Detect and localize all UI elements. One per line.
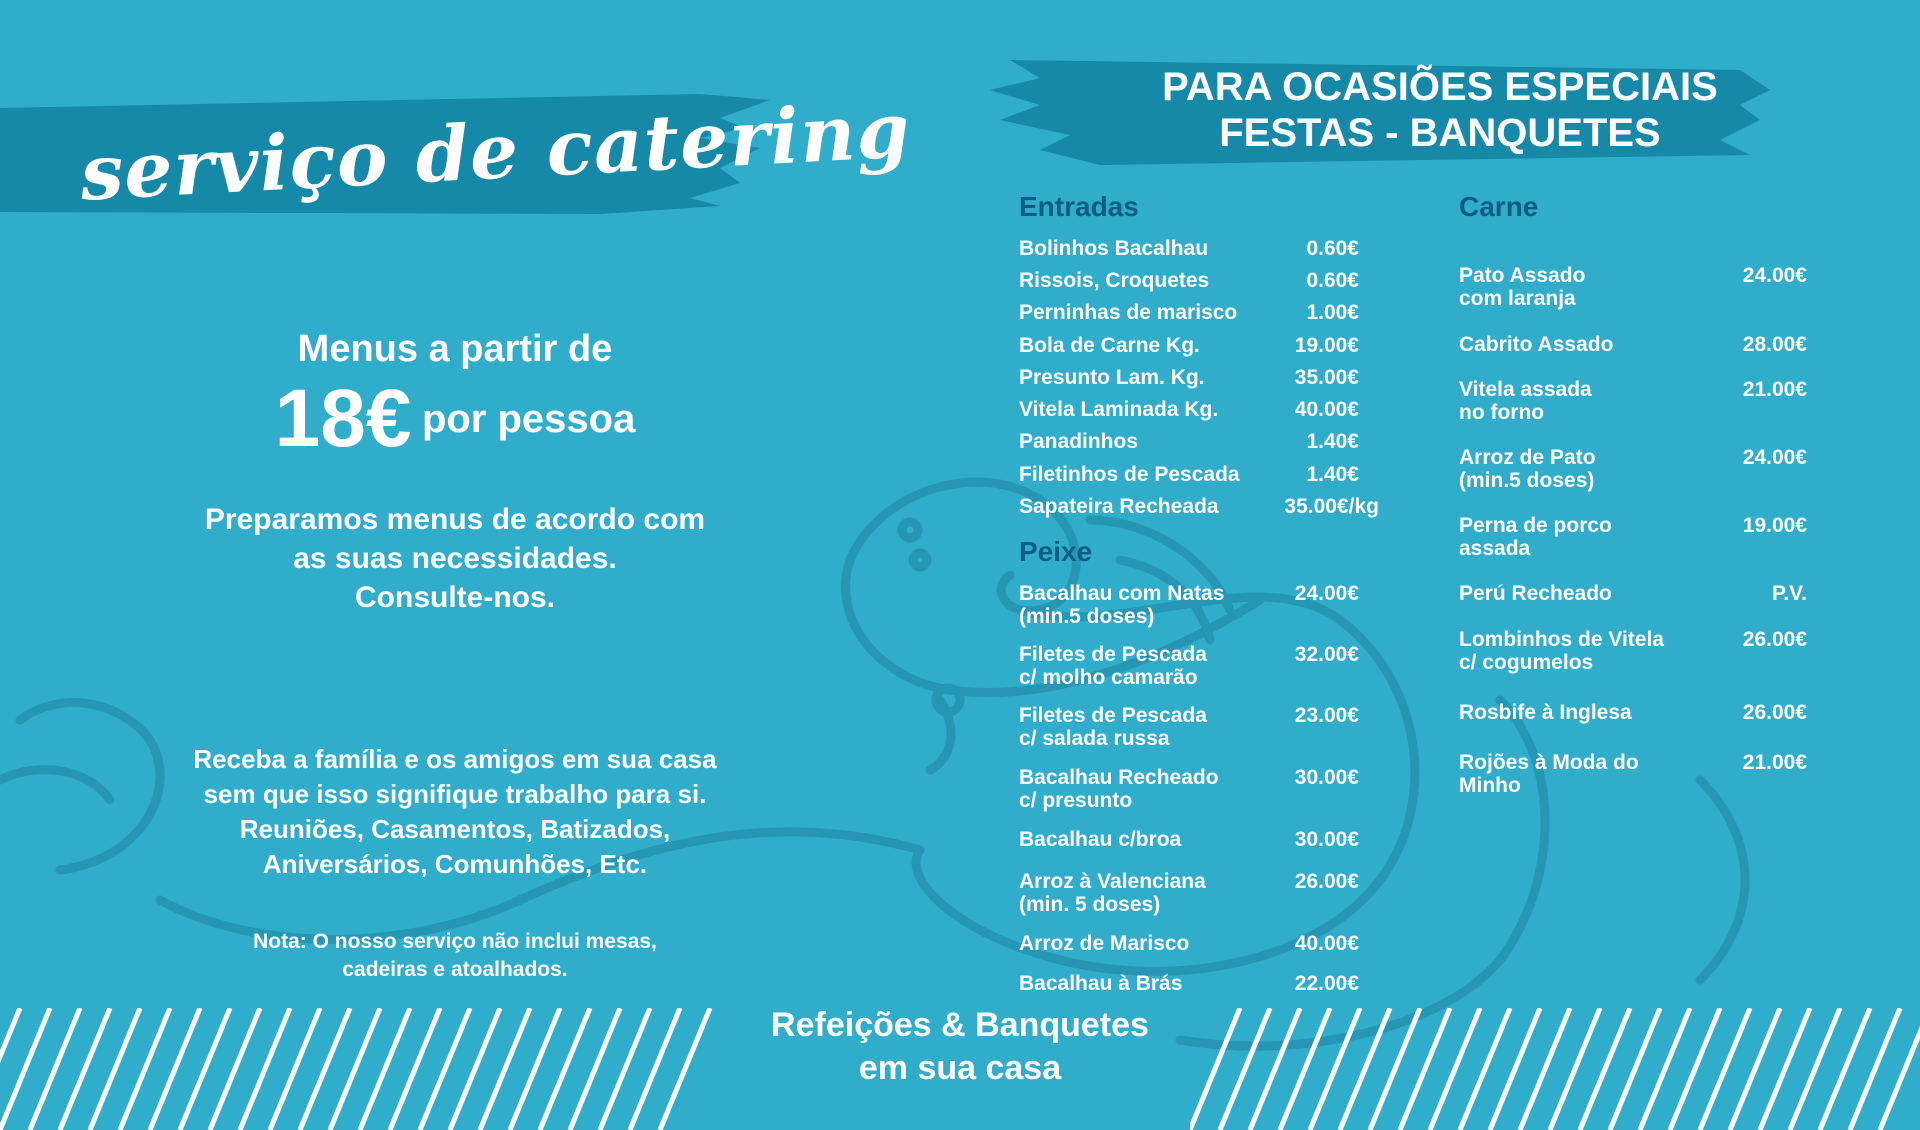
menu-item-price: 0.60€ [1306, 269, 1359, 292]
menu-item-price: 19.00€ [1294, 334, 1359, 357]
festas-title-line-1: PARA OCASIÕES ESPECIAIS [1162, 65, 1718, 109]
festas-title [1080, 64, 1800, 156]
prep-text [120, 500, 790, 617]
entradas-heading: Entradas [1019, 191, 1139, 222]
menu-item-name: Cabrito Assado [1459, 333, 1614, 356]
menus-from-text: Menus a partir de [297, 328, 613, 370]
per-person-label: por pessoa [421, 396, 636, 441]
menu-item-price: 21.00€ [1742, 751, 1807, 774]
menu-item-name: Arroz à Valenciana (min. 5 doses) [1019, 870, 1206, 916]
menu-item-name: Vitela assada no forno [1459, 378, 1592, 424]
menu-item-price: 40.00€ [1294, 932, 1359, 955]
menu-item-name: Perninhas de marisco [1019, 301, 1238, 324]
menu-item-name: Filetes de Pescada c/ salada russa [1019, 704, 1207, 750]
prep-line: Preparamos menus de acordo com [204, 503, 706, 536]
nota-line: Nota: O nosso serviço não inclui mesas, [253, 930, 657, 953]
festas-title-line-2: FESTAS - BANQUETES [1219, 111, 1661, 155]
menu-item-price: 1.40€ [1306, 430, 1359, 453]
prep-line: as suas necessidades. [293, 542, 617, 575]
stripes-left [0, 1008, 730, 1130]
menu-item-name: Pato Assado com laranja [1459, 264, 1586, 310]
menu-item-price: 24.00€ [1742, 264, 1807, 287]
menu-item-name: Panadinhos [1019, 430, 1139, 453]
bottom-slogan-line: em sua casa [858, 1049, 1062, 1087]
menu-item-price: 19.00€ [1742, 514, 1807, 537]
menu-item-price: 22.00€ [1294, 972, 1359, 995]
menu-item-price: 35.00€/kg [1284, 495, 1379, 518]
menu-item-name: Arroz de Pato (min.5 doses) [1459, 446, 1596, 492]
menu-item-name: Bacalhau c/broa [1019, 828, 1182, 851]
receba-line: Reuniões, Casamentos, Batizados, [239, 814, 671, 844]
menu-price: 18€ [274, 373, 412, 464]
menu-item-price: 1.00€ [1306, 301, 1359, 324]
price-per-person [150, 372, 760, 466]
peixe-heading: Peixe [1019, 536, 1093, 567]
menu-item-name: Rissois, Croquetes [1019, 269, 1210, 292]
menu-item-price: 24.00€ [1742, 446, 1807, 469]
receba-line: Receba a família e os amigos em sua casa [193, 744, 717, 774]
receba-text [100, 742, 810, 882]
catering-title: serviço de catering [78, 85, 913, 218]
menu-item-name: Bolinhos Bacalhau [1019, 237, 1209, 260]
menu-item-name: Perú Recheado [1459, 582, 1612, 605]
menu-item-name: Perna de porco assada [1459, 514, 1612, 560]
menu-item-price: 26.00€ [1742, 701, 1807, 724]
menu-item-name: Bacalhau à Brás [1019, 972, 1183, 995]
menu-item-price: 35.00€ [1294, 366, 1359, 389]
menu-item-price: 23.00€ [1294, 704, 1359, 727]
receba-line: sem que isso signifique trabalho para si. [203, 779, 707, 809]
menu-item-name: Filetes de Pescada c/ molho camarão [1019, 643, 1207, 689]
menu-item-price: 26.00€ [1294, 870, 1359, 893]
bottom-slogan-line: Refeições & Banquetes [771, 1006, 1149, 1044]
menu-item-price: 30.00€ [1294, 766, 1359, 789]
menu-item-name: Rosbife à Inglesa [1459, 701, 1632, 724]
menu-item-name: Bacalhau com Natas (min.5 doses) [1019, 582, 1225, 628]
menu-item-name: Bola de Carne Kg. [1019, 334, 1200, 357]
receba-line: Aniversários, Comunhões, Etc. [262, 849, 648, 879]
stripes-right [1190, 1008, 1920, 1130]
menu-item-price: P.V. [1771, 582, 1807, 605]
menu-item-name: Bacalhau Recheado c/ presunto [1019, 766, 1219, 812]
menu-item-price: 30.00€ [1294, 828, 1359, 851]
menu-item-name: Vitela Laminada Kg. [1019, 398, 1219, 421]
menu-item-name: Arroz de Marisco [1019, 932, 1190, 955]
menu-item-price: 32.00€ [1294, 643, 1359, 666]
menu-item-name: Presunto Lam. Kg. [1019, 366, 1205, 389]
carne-heading: Carne [1459, 191, 1539, 222]
menu-item-name: Sapateira Recheada [1019, 495, 1219, 518]
nota-text [150, 928, 760, 984]
nota-line: cadeiras e atoalhados. [342, 958, 568, 981]
menu-item-price: 21.00€ [1742, 378, 1807, 401]
menu-item-price: 40.00€ [1294, 398, 1359, 421]
prep-line: Consulte-nos. [355, 581, 555, 614]
menu-item-name: Filetinhos de Pescada [1019, 463, 1240, 486]
menu-item-price: 28.00€ [1742, 333, 1807, 356]
bottom-slogan [700, 1004, 1220, 1090]
menu-item-price: 1.40€ [1306, 463, 1359, 486]
menu-item-price: 0.60€ [1306, 237, 1359, 260]
menu-item-name: Lombinhos de Vitela c/ cogumelos [1459, 628, 1664, 674]
menu-item-price: 26.00€ [1742, 628, 1807, 651]
menu-item-price: 24.00€ [1294, 582, 1359, 605]
menu-item-name: Rojões à Moda do Minho [1459, 751, 1639, 797]
